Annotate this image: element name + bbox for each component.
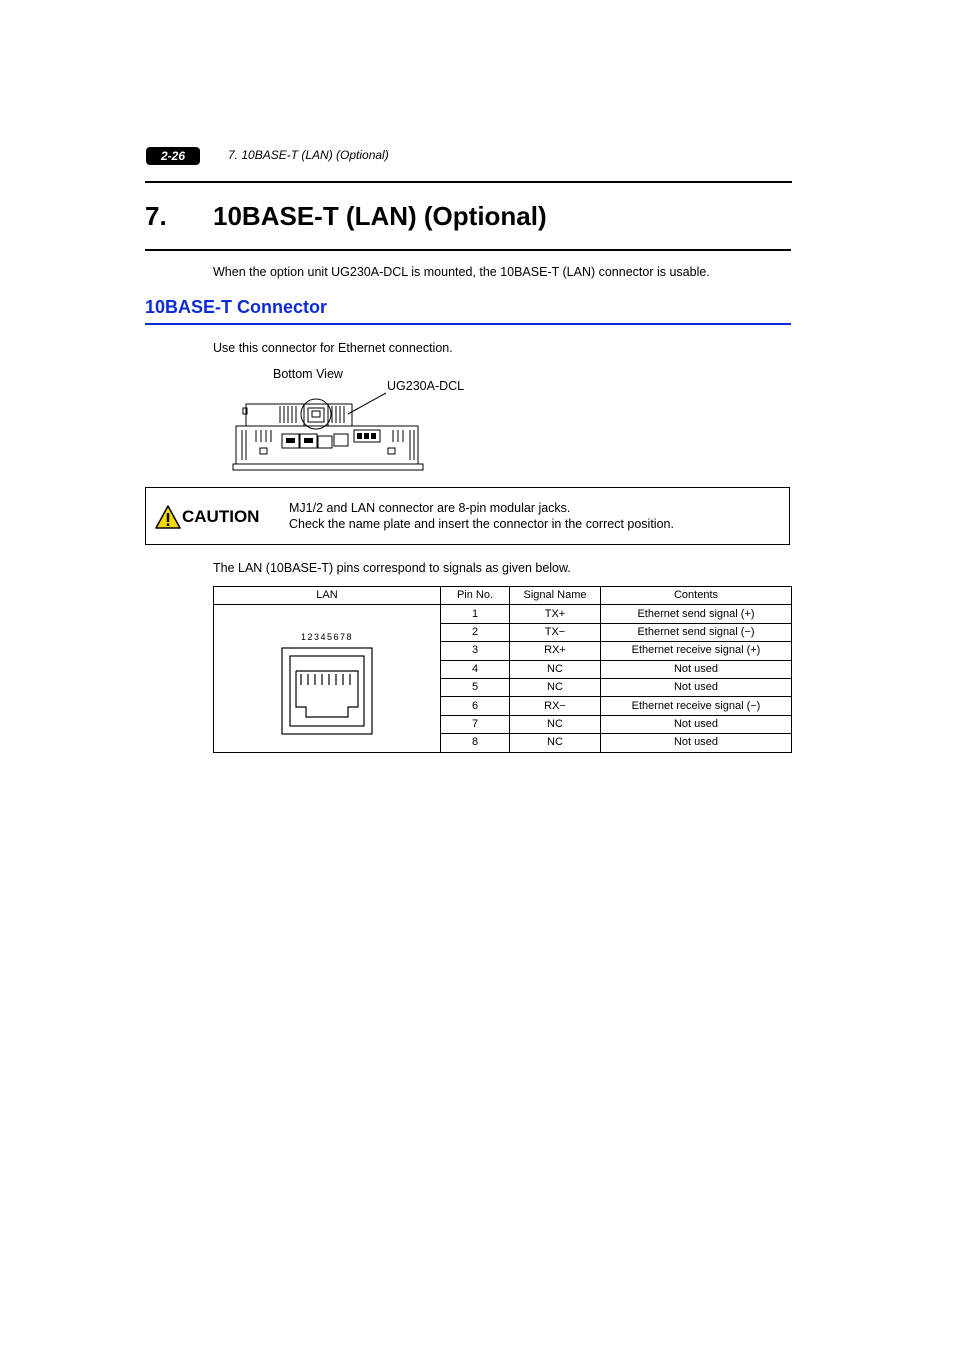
pin-number: 8 — [441, 734, 510, 752]
lan-pin-numbers: 12345678 — [300, 632, 354, 643]
header-signal-name: Signal Name — [510, 587, 601, 605]
pin-number: 7 — [441, 715, 510, 733]
signal-name: RX− — [510, 697, 601, 715]
intro-paragraph: When the option unit UG230A-DCL is mounted, the 10BASE-T (LAN) connector is usable. — [213, 265, 710, 279]
header-rule — [145, 181, 792, 183]
signal-contents: Ethernet receive signal (+) — [601, 642, 792, 660]
chapter-title — [145, 201, 792, 232]
pin-number: 3 — [441, 642, 510, 660]
signal-contents: Ethernet receive signal (−) — [601, 697, 792, 715]
pin-number: 5 — [441, 678, 510, 696]
signal-name: NC — [510, 678, 601, 696]
signal-name: NC — [510, 715, 601, 733]
pin-table-intro: The LAN (10BASE-T) pins correspond to signals as given below. — [213, 561, 571, 575]
chapter-number: 7. — [145, 201, 167, 231]
title-rule — [145, 249, 791, 251]
pin-assignment-table — [213, 586, 792, 753]
signal-contents: Not used — [601, 734, 792, 752]
signal-name: RX+ — [510, 642, 601, 660]
pin-number: 1 — [441, 605, 510, 623]
signal-name: NC — [510, 734, 601, 752]
pin-number: 2 — [441, 623, 510, 641]
usage-paragraph: Use this connector for Ethernet connection. — [213, 341, 453, 355]
page-number-badge: 2-26 — [146, 147, 200, 165]
signal-contents: Ethernet send signal (−) — [601, 623, 792, 641]
caution-box — [145, 487, 790, 545]
figure-label-unit: UG230A-DCL — [387, 379, 465, 393]
signal-contents: Not used — [601, 715, 792, 733]
caution-text-line-2: Check the name plate and insert the connector in the correct position. — [289, 517, 674, 531]
warning-triangle-icon — [154, 504, 182, 530]
pin-number: 6 — [441, 697, 510, 715]
section-title: 10BASE-T Connector — [145, 297, 328, 317]
running-header: 7. 10BASE-T (LAN) (Optional) — [228, 148, 389, 162]
signal-contents: Not used — [601, 660, 792, 678]
signal-name: TX+ — [510, 605, 601, 623]
signal-name: NC — [510, 660, 601, 678]
caution-text-line-1: MJ1/2 and LAN connector are 8-pin modular jacks. — [289, 501, 571, 515]
section-rule — [145, 323, 791, 325]
chapter-title-text: 10BASE-T (LAN) (Optional) — [213, 201, 547, 231]
header-contents: Contents — [601, 587, 792, 605]
rj45-jack-icon — [281, 647, 373, 735]
figure-label-bottom-view: Bottom View — [273, 367, 343, 381]
signal-contents: Not used — [601, 678, 792, 696]
pin-number: 4 — [441, 660, 510, 678]
header-pin-no: Pin No. — [441, 587, 510, 605]
header-lan: LAN — [214, 587, 441, 605]
signal-name: TX− — [510, 623, 601, 641]
table-row — [214, 605, 792, 623]
signal-contents: Ethernet send signal (+) — [601, 605, 792, 623]
device-bottom-view-figure — [228, 390, 428, 472]
lan-diagram-cell — [214, 605, 441, 752]
table-header-row — [214, 587, 792, 605]
caution-label: CAUTION — [182, 507, 260, 526]
